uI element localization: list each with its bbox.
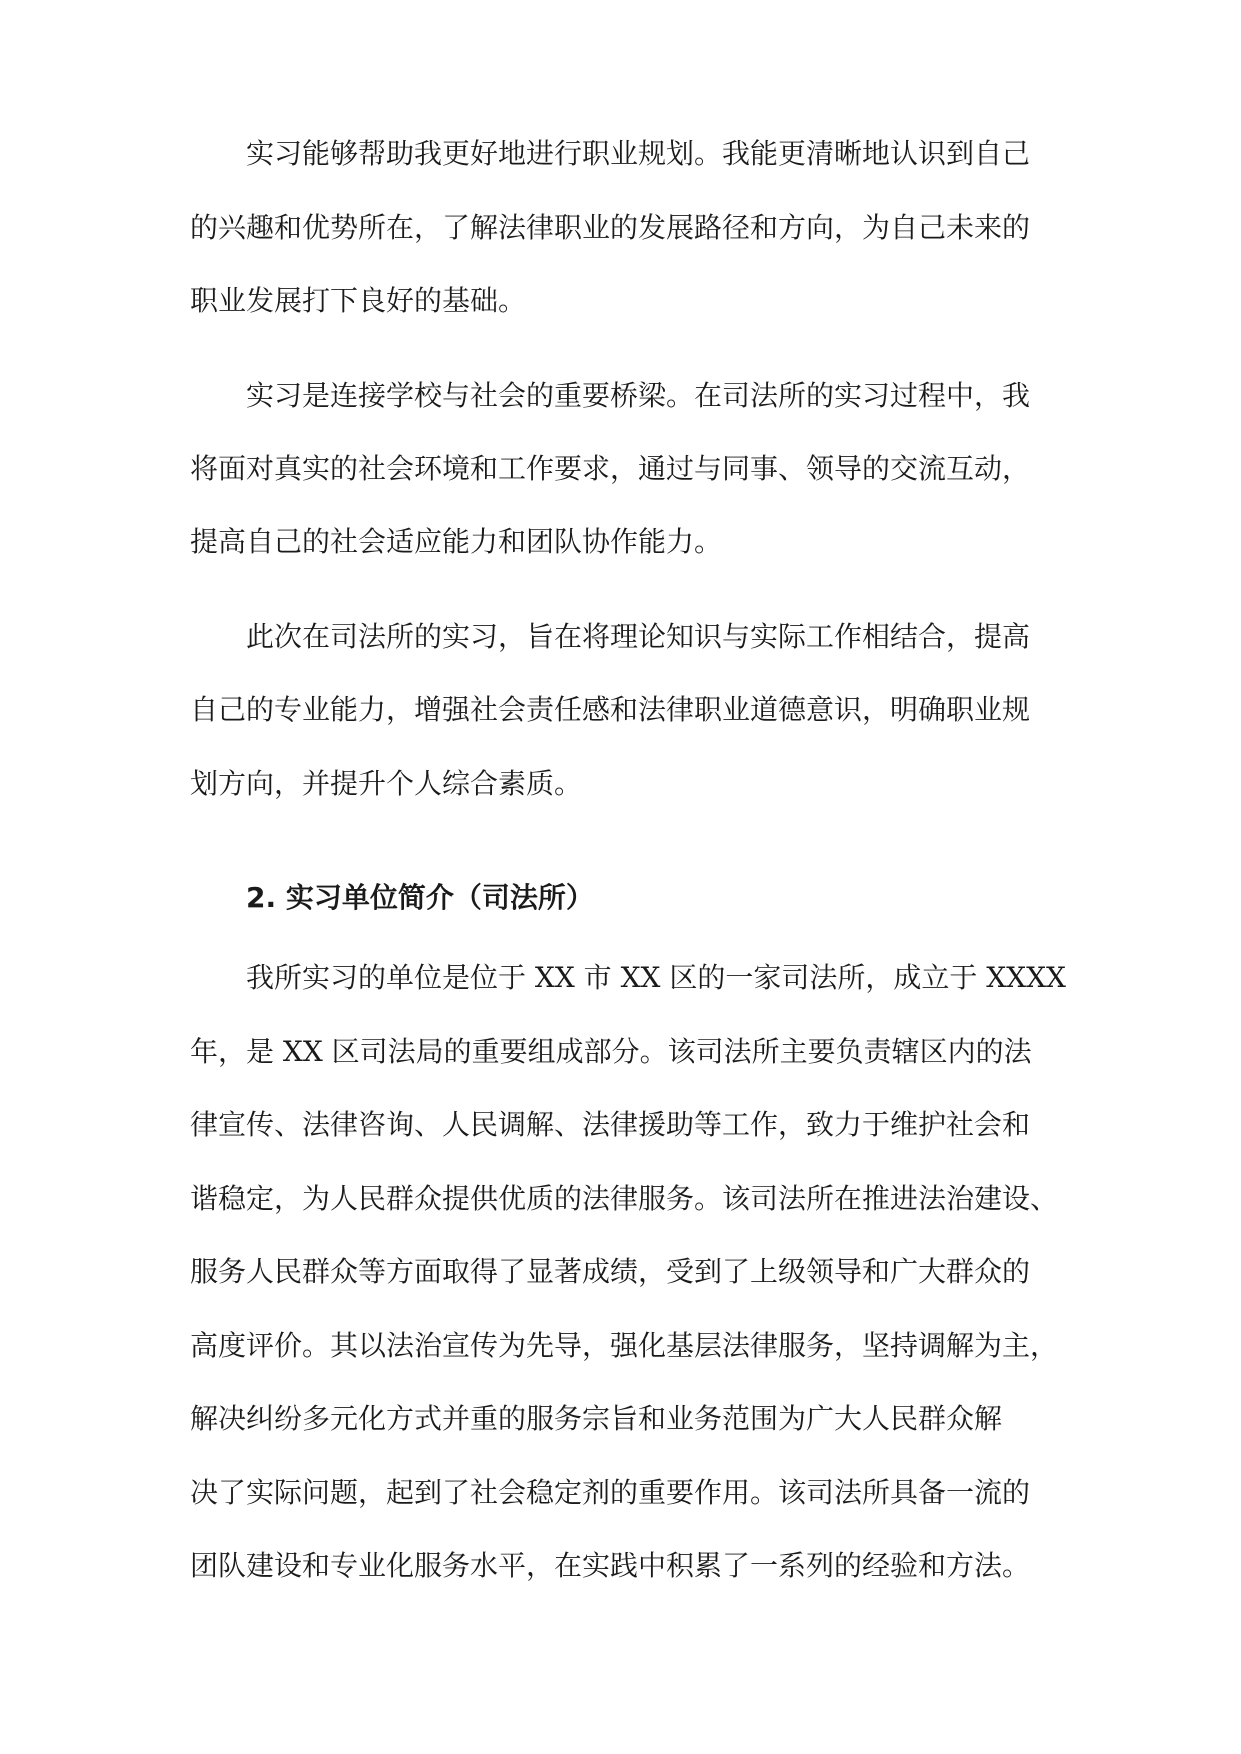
paragraph-2-line-2: 将面对真实的社会环境和工作要求，通过与同事、领导的交流互动， [190, 452, 1031, 485]
paragraph-4-line-6: 高度评价。其以法治宣传为先导，强化基层法律服务，坚持调解为主， [190, 1329, 1059, 1362]
paragraph-2-line-1: 实习是连接学校与社会的重要桥梁。在司法所的实习过程中，我 [246, 379, 1031, 412]
paragraph-4-line-1: 我所实习的单位是位于 XX 市 XX 区的一家司法所，成立于 XXXX [246, 961, 1066, 994]
paragraph-4-line-4: 谐稳定，为人民群众提供优质的法律服务。该司法所在推进法治建设、 [190, 1182, 1059, 1215]
paragraph-1-line-1: 实习能够帮助我更好地进行职业规划。我能更清晰地认识到自己 [246, 137, 1031, 170]
paragraph-1-line-2: 的兴趣和优势所在，了解法律职业的发展路径和方向，为自己未来的 [190, 211, 1031, 244]
paragraph-4-line-2: 年，是 XX 区司法局的重要组成部分。该司法所主要负责辖区内的法 [190, 1035, 1032, 1068]
section-heading: 2. 实习单位简介（司法所） [246, 881, 594, 914]
paragraph-3-line-1: 此次在司法所的实习，旨在将理论知识与实际工作相结合，提高 [246, 620, 1031, 653]
paragraph-4-line-9: 团队建设和专业化服务水平，在实践中积累了一系列的经验和方法。 [190, 1549, 1031, 1582]
paragraph-4-line-5: 服务人民群众等方面取得了显著成绩，受到了上级领导和广大群众的 [190, 1255, 1031, 1288]
paragraph-4-line-7: 解决纠纷多元化方式并重的服务宗旨和业务范围为广大人民群众解 [190, 1402, 1003, 1435]
paragraph-3-line-3: 划方向，并提升个人综合素质。 [190, 767, 583, 800]
paragraph-4-line-3: 律宣传、法律咨询、人民调解、法律援助等工作，致力于维护社会和 [190, 1108, 1031, 1141]
paragraph-4-line-8: 决了实际问题，起到了社会稳定剂的重要作用。该司法所具备一流的 [190, 1476, 1031, 1509]
paragraph-2-line-3: 提高自己的社会适应能力和团队协作能力。 [190, 525, 723, 558]
paragraph-1-line-3: 职业发展打下良好的基础。 [190, 284, 527, 317]
paragraph-3-line-2: 自己的专业能力，增强社会责任感和法律职业道德意识，明确职业规 [190, 693, 1031, 726]
